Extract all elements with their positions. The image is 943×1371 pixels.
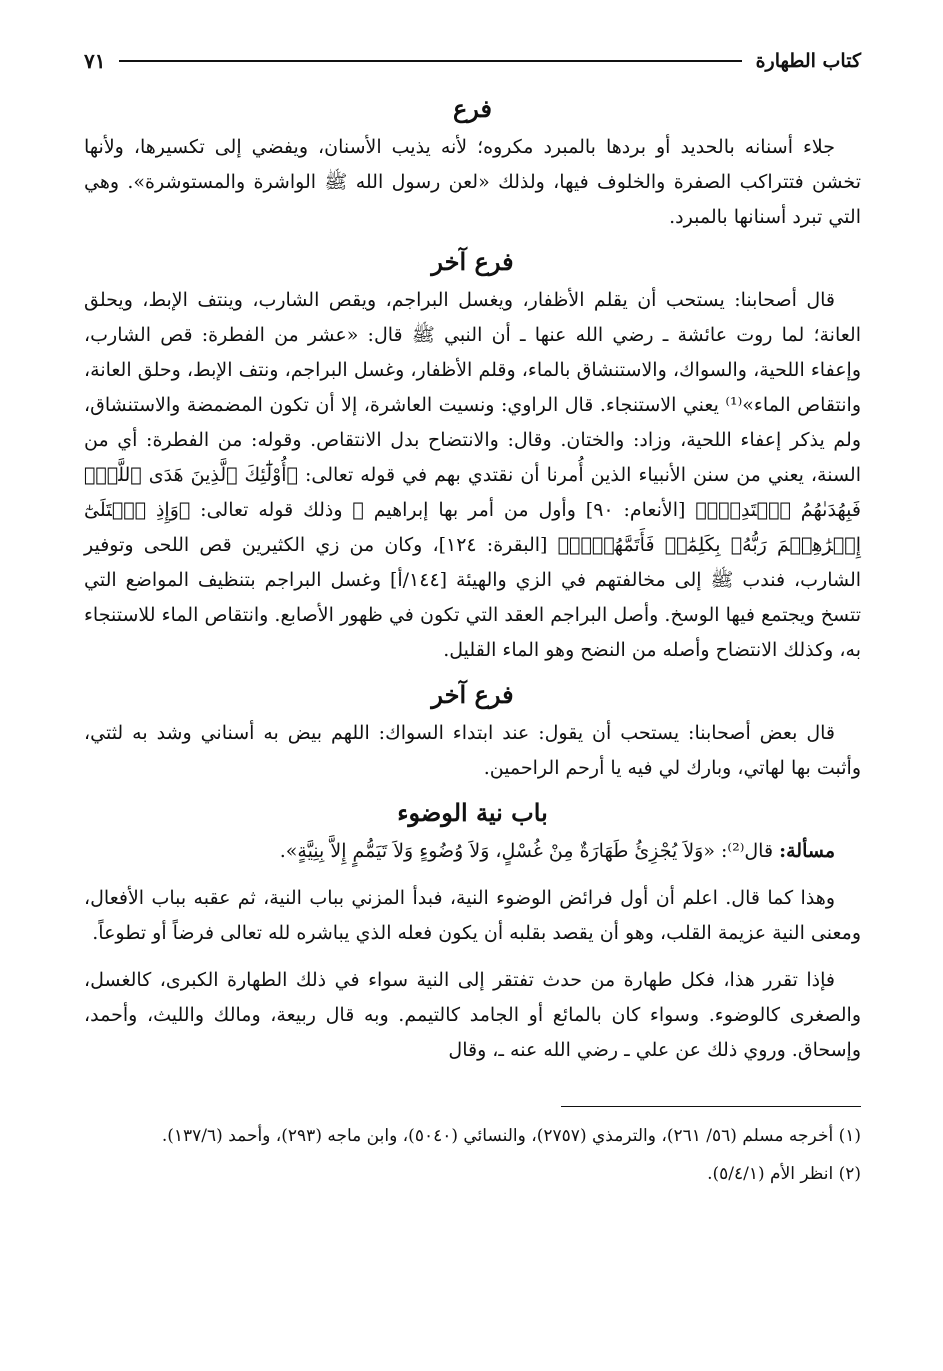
masala-paragraph (84, 834, 861, 869)
section-heading-far-akhar-1: فرع آخر (431, 247, 514, 276)
footnote-2: (٢) انظر الأم (٥/٤/١). (707, 1164, 861, 1184)
paragraph-teeth-filing: جلاء أسنانه بالحديد أو بردها بالمبرد مكروه؛ لأنه يذيب الأسنان، ويفضي إلى تكسيرها، ولأنها تخشن فتتراكب الصفرة والخلوف فيها، ولذلك «لعن رسول الله ﷺ الواشرة والمستوشرة». وهي التي تبرد أسنانها بالمبرد. (84, 136, 861, 228)
paragraph-tahara-requires-intention: فإذا تقرر هذا، فكل طهارة من حدث تفتقر إلى النية سواء في ذلك الطهارة الكبرى، كالغسل، والصغرى كالوضوء. وسواء كان بالمائع أو الجامد كالتيمم. وبه قال ربيعة، ومالك والليث، وأحمد، وإسحاق. وروي ذلك عن علي ـ رضي الله عنه ـ، وقال (84, 969, 861, 1061)
footnote-1: (١) أخرجه مسلم (٥٦/ ٢٦١)، والترمذي (٢٧٥٧)، والنسائي (٥٠٤٠)، وابن ماجه (٢٩٣)، وأحمد (١٣٧/٦). (161, 1126, 861, 1146)
chapter-heading-wudu-intention: باب نية الوضوء (397, 798, 548, 827)
footnote-rule (561, 1106, 861, 1107)
section-heading-far-akhar-2: فرع آخر (431, 680, 514, 709)
page-number: ٧١ (84, 49, 106, 73)
masala-label: مسألة: (779, 840, 835, 862)
header-rule (119, 60, 741, 62)
masala-text: قال⁽²⁾: «وَلاَ يُجْزِئُ طَهَارَةٌ مِنْ غُسْلٍ، وَلاَ وُضُوءٍ وَلاَ تَيَمُّمٍ إِلاَّ بِنِيَّةٍ». (279, 840, 774, 862)
running-header (84, 40, 861, 82)
paragraph-intention-explained: وهذا كما قال. اعلم أن أول فرائض الوضوء النية، فبدأ المزني بباب النية، ثم عقبه بباب الأفعال، ومعنى النية عزيمة القلب، وهو أن يقصد بقلبه أن يكون فعله الذي يباشره لله تعالى فرضاً أو تطوعاً. (84, 887, 861, 944)
book-title: كتاب الطهارة (755, 50, 861, 72)
section-heading-far: فرع (452, 94, 493, 123)
paragraph-siwak-dua: قال بعض أصحابنا: يستحب أن يقول: عند ابتداء السواك: اللهم بيض به أسناني وشد به لثتي، وأثبت بها لهاتي، وبارك لي فيه يا أرحم الراحمين. (84, 722, 861, 779)
paragraph-fitra: قال أصحابنا: يستحب أن يقلم الأظفار، ويغسل البراجم، ويقص الشارب، وينتف الإبط، ويحلق العانة؛ لما روت عائشة ـ رضي الله عنها ـ أن النبي ﷺ قال: «عشر من الفطرة: قص الشارب، وإعفاء اللحية، والسواك، والاستنشاق بالماء، وقلم الأظفار، وغسل البراجم، ونتف الإبط، وحلق العانة، وانتقاص الماء»⁽¹⁾ يعني الاستنجاء. قال الراوي: ونسيت العاشرة، إلا أن تكون المضمضة والاستنشاق، ولم يذكر إعفاء اللحية، وزاد: والختان. وقال: والانتضاح بدل الانتقاص. وقوله: من الفطرة: أي من السنة، يعني من سنن الأنبياء الذين أُمرنا أن نقتدي بهم في قوله تعالى: ﴿أُوْلَٰٓئِكَ ٱلَّذِينَ هَدَى ٱللَّهُۖ فَبِهُدَىٰهُمُ ٱقۡتَدِهۡۗ﴾ [الأنعام: ٩٠] وأول من أمر بها إبراهيم ﷺ وذلك قوله تعالى: ﴿وَإِذِ ٱبۡتَلَىٰٓ إِبۡرَٰهِـۧمَ رَبُّهُۥ بِكَلِمَٰتٖ فَأَتَمَّهُنَّۖ﴾ [البقرة: ١٢٤]، وكان من زي الكثيرين قص اللحى وتوفير الشارب، فندب ﷺ إلى مخالفتهم في الزي والهيئة [١٤٤/أ] وغسل البراجم بتنظيف المواضع التي تتسخ ويجتمع فيها الوسخ. وأصل البراجم العقد التي تكون في ظهور الأصابع. وانتقاص الماء للاستنجاء به، وكذلك الانتضاح وأصله من النضح وهو الماء القليل. (84, 289, 862, 661)
